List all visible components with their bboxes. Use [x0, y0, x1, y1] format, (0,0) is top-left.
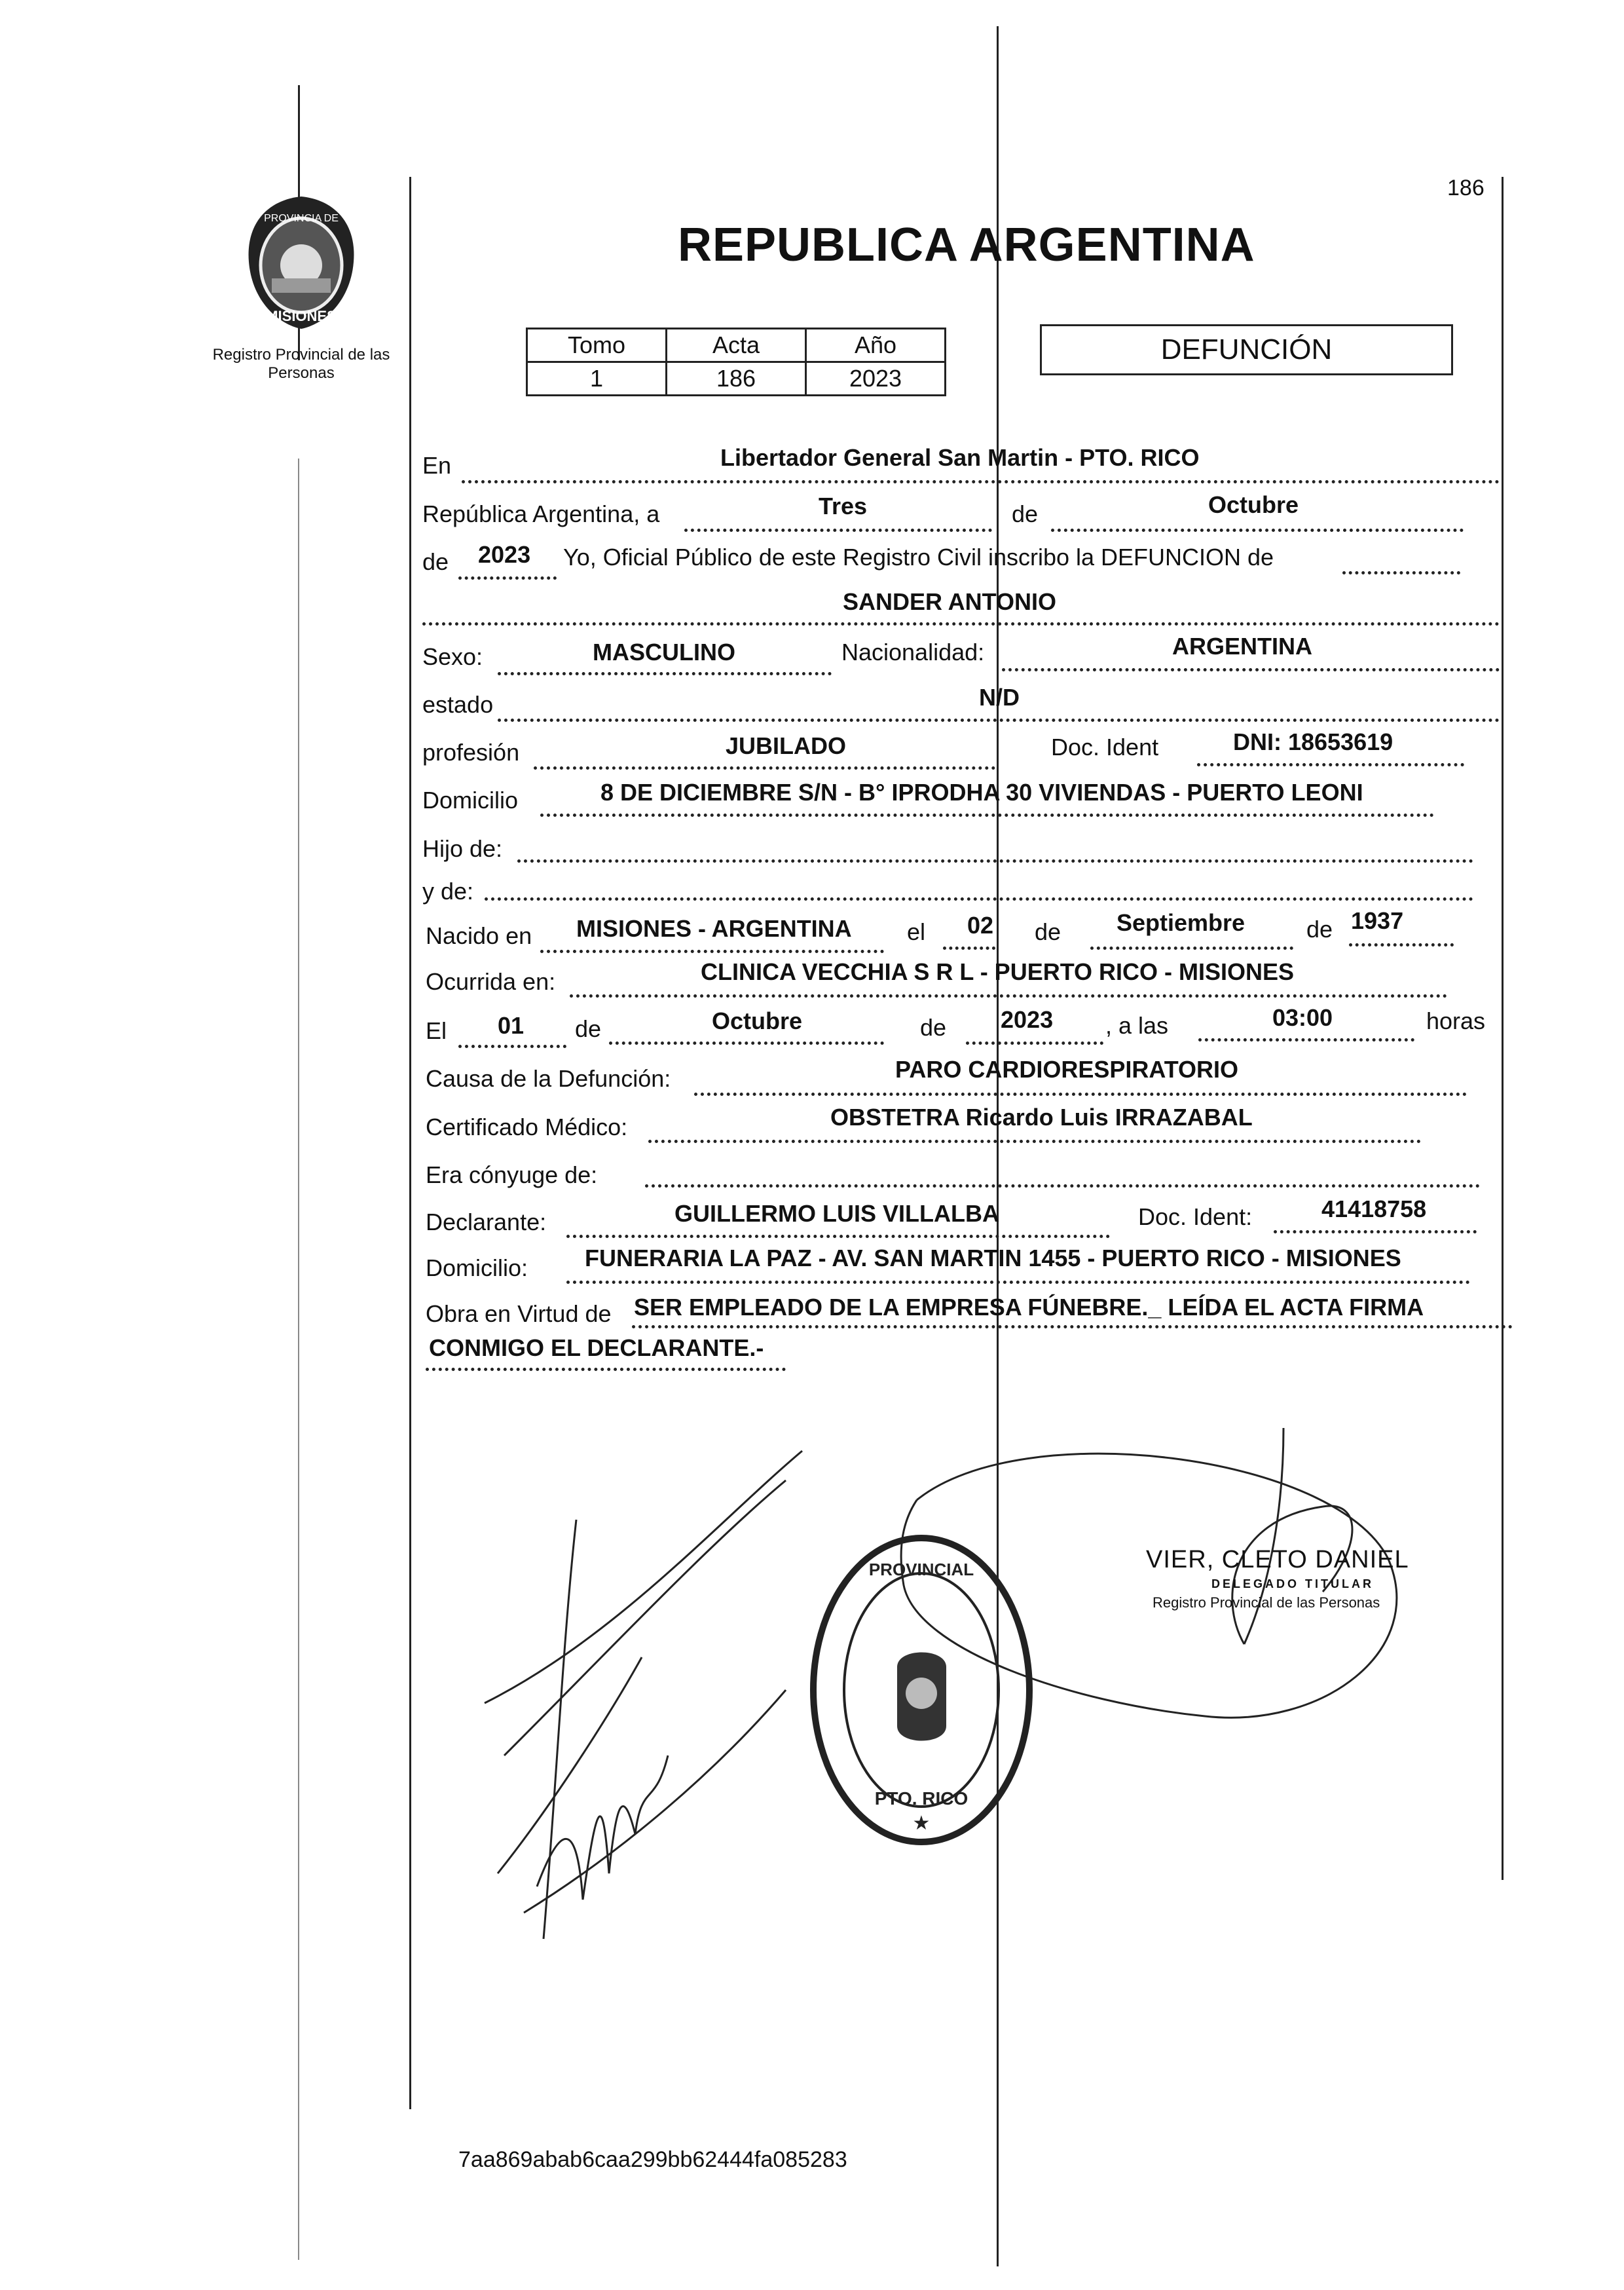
- dni-value: DNI: 18653619: [1233, 728, 1393, 755]
- en-label: En: [422, 452, 452, 479]
- provincial-emblem: [232, 190, 373, 337]
- svg-text:PTO. RICO: PTO. RICO: [874, 1788, 969, 1809]
- official-name: VIER, CLETO DANIEL: [1146, 1546, 1409, 1573]
- declarant-signature: [445, 1441, 838, 1965]
- value-acta: 186: [667, 362, 806, 396]
- birth-year: 1937: [1351, 907, 1404, 934]
- profession-value: JUBILADO: [726, 732, 847, 759]
- cause-of-death: PARO CARDIORESPIRATORIO: [895, 1056, 1239, 1083]
- emblem-caption: Registro Provincial de las Personas: [212, 346, 390, 382]
- official-role: DELEGADO TITULAR: [1211, 1577, 1374, 1590]
- death-day: 01: [498, 1012, 525, 1039]
- birth-day: 02: [967, 912, 994, 939]
- value-tomo: 1: [527, 362, 667, 396]
- form-left-border: [409, 177, 411, 2109]
- record-year: 2023: [478, 541, 531, 568]
- svg-text:MISIONES: MISIONES: [266, 308, 337, 324]
- fold-line: [997, 26, 999, 2266]
- republica-label: República Argentina, a: [422, 500, 660, 527]
- declaration-text: Yo, Oficial Público de este Registro Civil inscribo la DEFUNCION de: [563, 544, 1274, 571]
- header-tomo: Tomo: [527, 329, 667, 362]
- birthplace-value: MISIONES - ARGENTINA: [576, 915, 852, 942]
- tomo-acta-ano-table: [526, 328, 946, 396]
- declarant-doc: 41418758: [1321, 1195, 1427, 1222]
- official-org: Registro Provincial de las Personas: [1153, 1594, 1380, 1611]
- place-value: Libertador General San Martin - PTO. RICO: [720, 444, 1200, 471]
- address-value: 8 DE DICIEMBRE S/N - B° IPRODHA 30 VIVIENDAS - PUERTO LEONI: [600, 779, 1363, 806]
- page-number: 186: [1447, 176, 1485, 200]
- declarant-name: GUILLERMO LUIS VILLALBA: [674, 1200, 999, 1227]
- nationality-value: ARGENTINA: [1172, 633, 1312, 660]
- value-ano: 2023: [806, 362, 946, 396]
- document-type: DEFUNCIÓN: [1040, 324, 1453, 375]
- header-ano: Año: [806, 329, 946, 362]
- reason-line-1: SER EMPLEADO DE LA EMPRESA FÚNEBRE._ LEÍDA EL ACTA FIRMA: [634, 1294, 1424, 1321]
- birth-month: Septiembre: [1116, 909, 1246, 936]
- svg-text:PROVINCIA DE: PROVINCIA DE: [264, 213, 339, 224]
- form-right-border: [1502, 177, 1504, 1880]
- svg-text:★: ★: [912, 1812, 931, 1834]
- reason-line-2: CONMIGO EL DECLARANTE.-: [429, 1334, 764, 1361]
- medical-certifier: OBSTETRA Ricardo Luis IRRAZABAL: [830, 1104, 1253, 1131]
- place-of-death: CLINICA VECCHIA S R L - PUERTO RICO - MISIONES: [701, 958, 1295, 985]
- death-year: 2023: [1001, 1006, 1054, 1033]
- header-acta: Acta: [667, 329, 806, 362]
- civil-status-value: N/D: [979, 684, 1020, 711]
- document-hash: 7aa869abab6caa299bb62444fa085283: [458, 2147, 847, 2172]
- page-title: REPUBLICA ARGENTINA: [678, 219, 1255, 271]
- death-month: Octubre: [712, 1007, 803, 1034]
- declarant-address: FUNERARIA LA PAZ - AV. SAN MARTIN 1455 - PUERTO RICO - MISIONES: [585, 1245, 1401, 1271]
- deceased-name: SANDER ANTONIO: [843, 588, 1057, 615]
- record-day: Tres: [819, 493, 868, 519]
- sex-value: MASCULINO: [593, 639, 735, 666]
- death-time: 03:00: [1272, 1004, 1333, 1031]
- svg-text:PROVINCIAL: PROVINCIAL: [868, 1560, 974, 1579]
- record-month: Octubre: [1208, 491, 1299, 518]
- left-margin-line-lower: [298, 459, 299, 2260]
